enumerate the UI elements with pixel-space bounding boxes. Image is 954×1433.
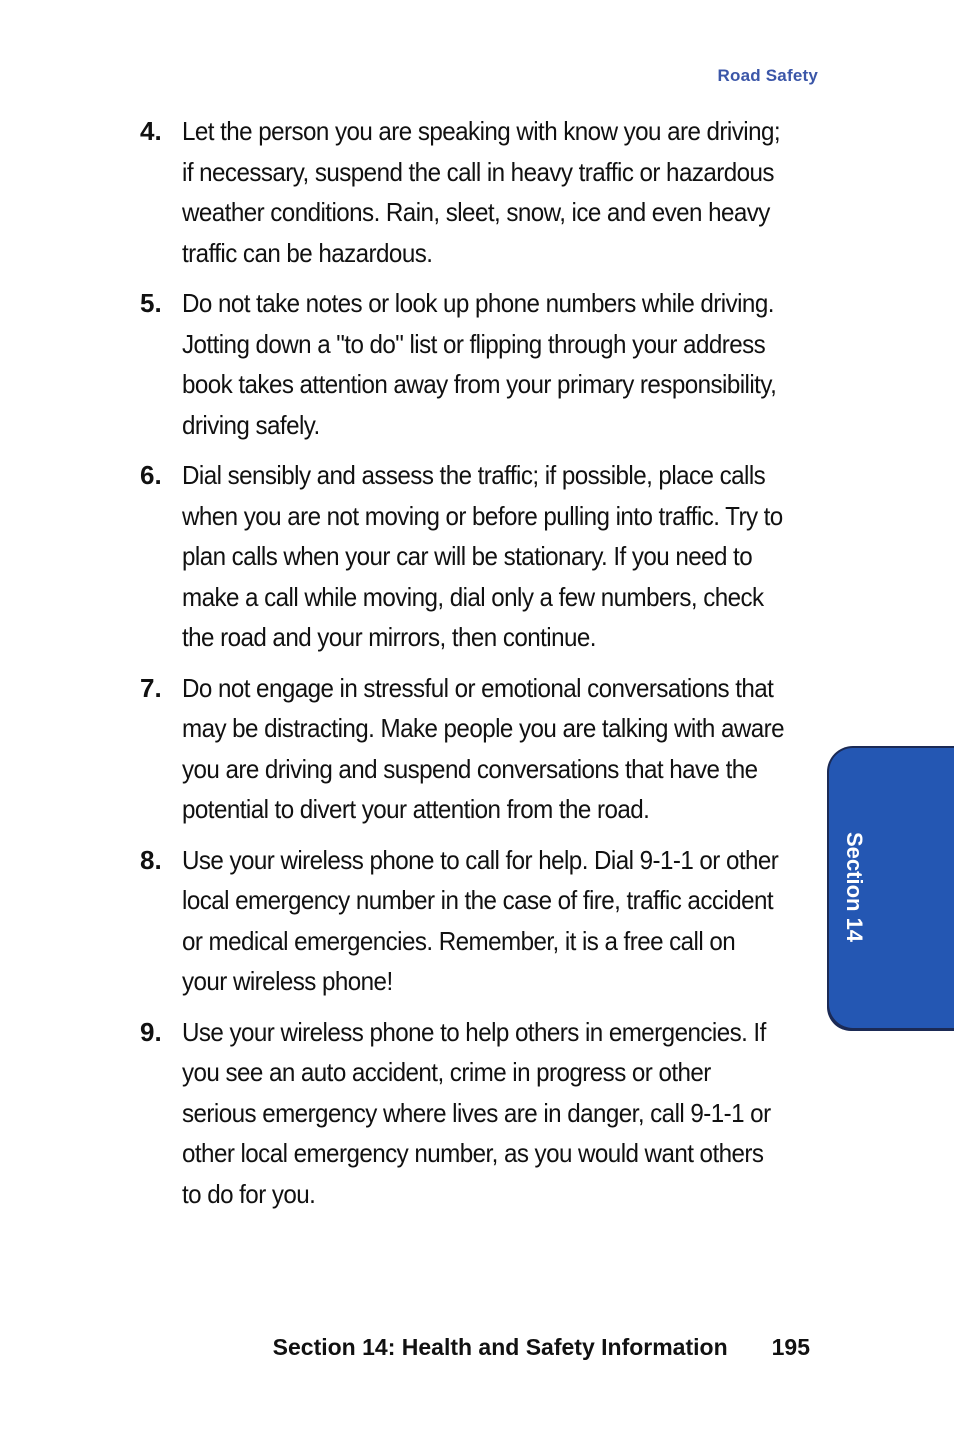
item-text: Do not take notes or look up phone numbers while driving. Jotting down a "to do" list or flipping through your address book takes attention away from your primary responsibility, driving safely. [182,288,777,440]
safety-tips-list [140,111,830,1224]
item-number: 4. [140,116,162,146]
item-number: 7. [140,672,162,703]
list-item [140,111,830,273]
item-number: 5. [140,288,162,318]
item-text: Use your wireless phone to call for help. Dial 9-1-1 or other local emergency number in the case of fire, traffic accident or medical emergencies. Remember, it is a free call on your wireless phone! [182,844,779,996]
list-item [140,1012,830,1215]
page-number: 195 [771,1334,810,1360]
footer-section-title: Section 14: Health and Safety Information [272,1334,728,1360]
running-head: Road Safety [717,66,818,85]
section-tab-label: Section 14 [842,832,867,943]
item-number: 6. [140,460,162,490]
list-item [140,668,830,830]
page-footer [273,1334,810,1361]
list-item [140,840,830,1002]
item-text: Do not engage in stressful or emotional conversations that may be distracting. Make people you are talking with aware you are driving and suspend conversations that have the potential to divert your attention from the road. [182,672,785,824]
list-item [140,283,830,445]
item-number: 9. [140,1016,162,1047]
item-text: Use your wireless phone to help others in emergencies. If you see an auto accident, crime in progress or other serious emergency where lives are in danger, call 9-1-1 or other local emergency number, as you would want others to do for you. [182,1016,771,1209]
list-item [140,455,830,658]
item-number: 8. [140,844,162,875]
item-text: Let the person you are speaking with know you are driving; if necessary, suspend the call in heavy traffic or hazardous weather conditions. Rain, sleet, snow, ice and even heavy traffic can be hazardous. [182,116,781,268]
item-text: Dial sensibly and assess the traffic; if possible, place calls when you are not moving or before pulling into traffic. Try to plan calls when your car will be stationary. If you need to make a call while moving, dial only a few numbers, check the road and your mirrors, then continue. [182,460,783,652]
